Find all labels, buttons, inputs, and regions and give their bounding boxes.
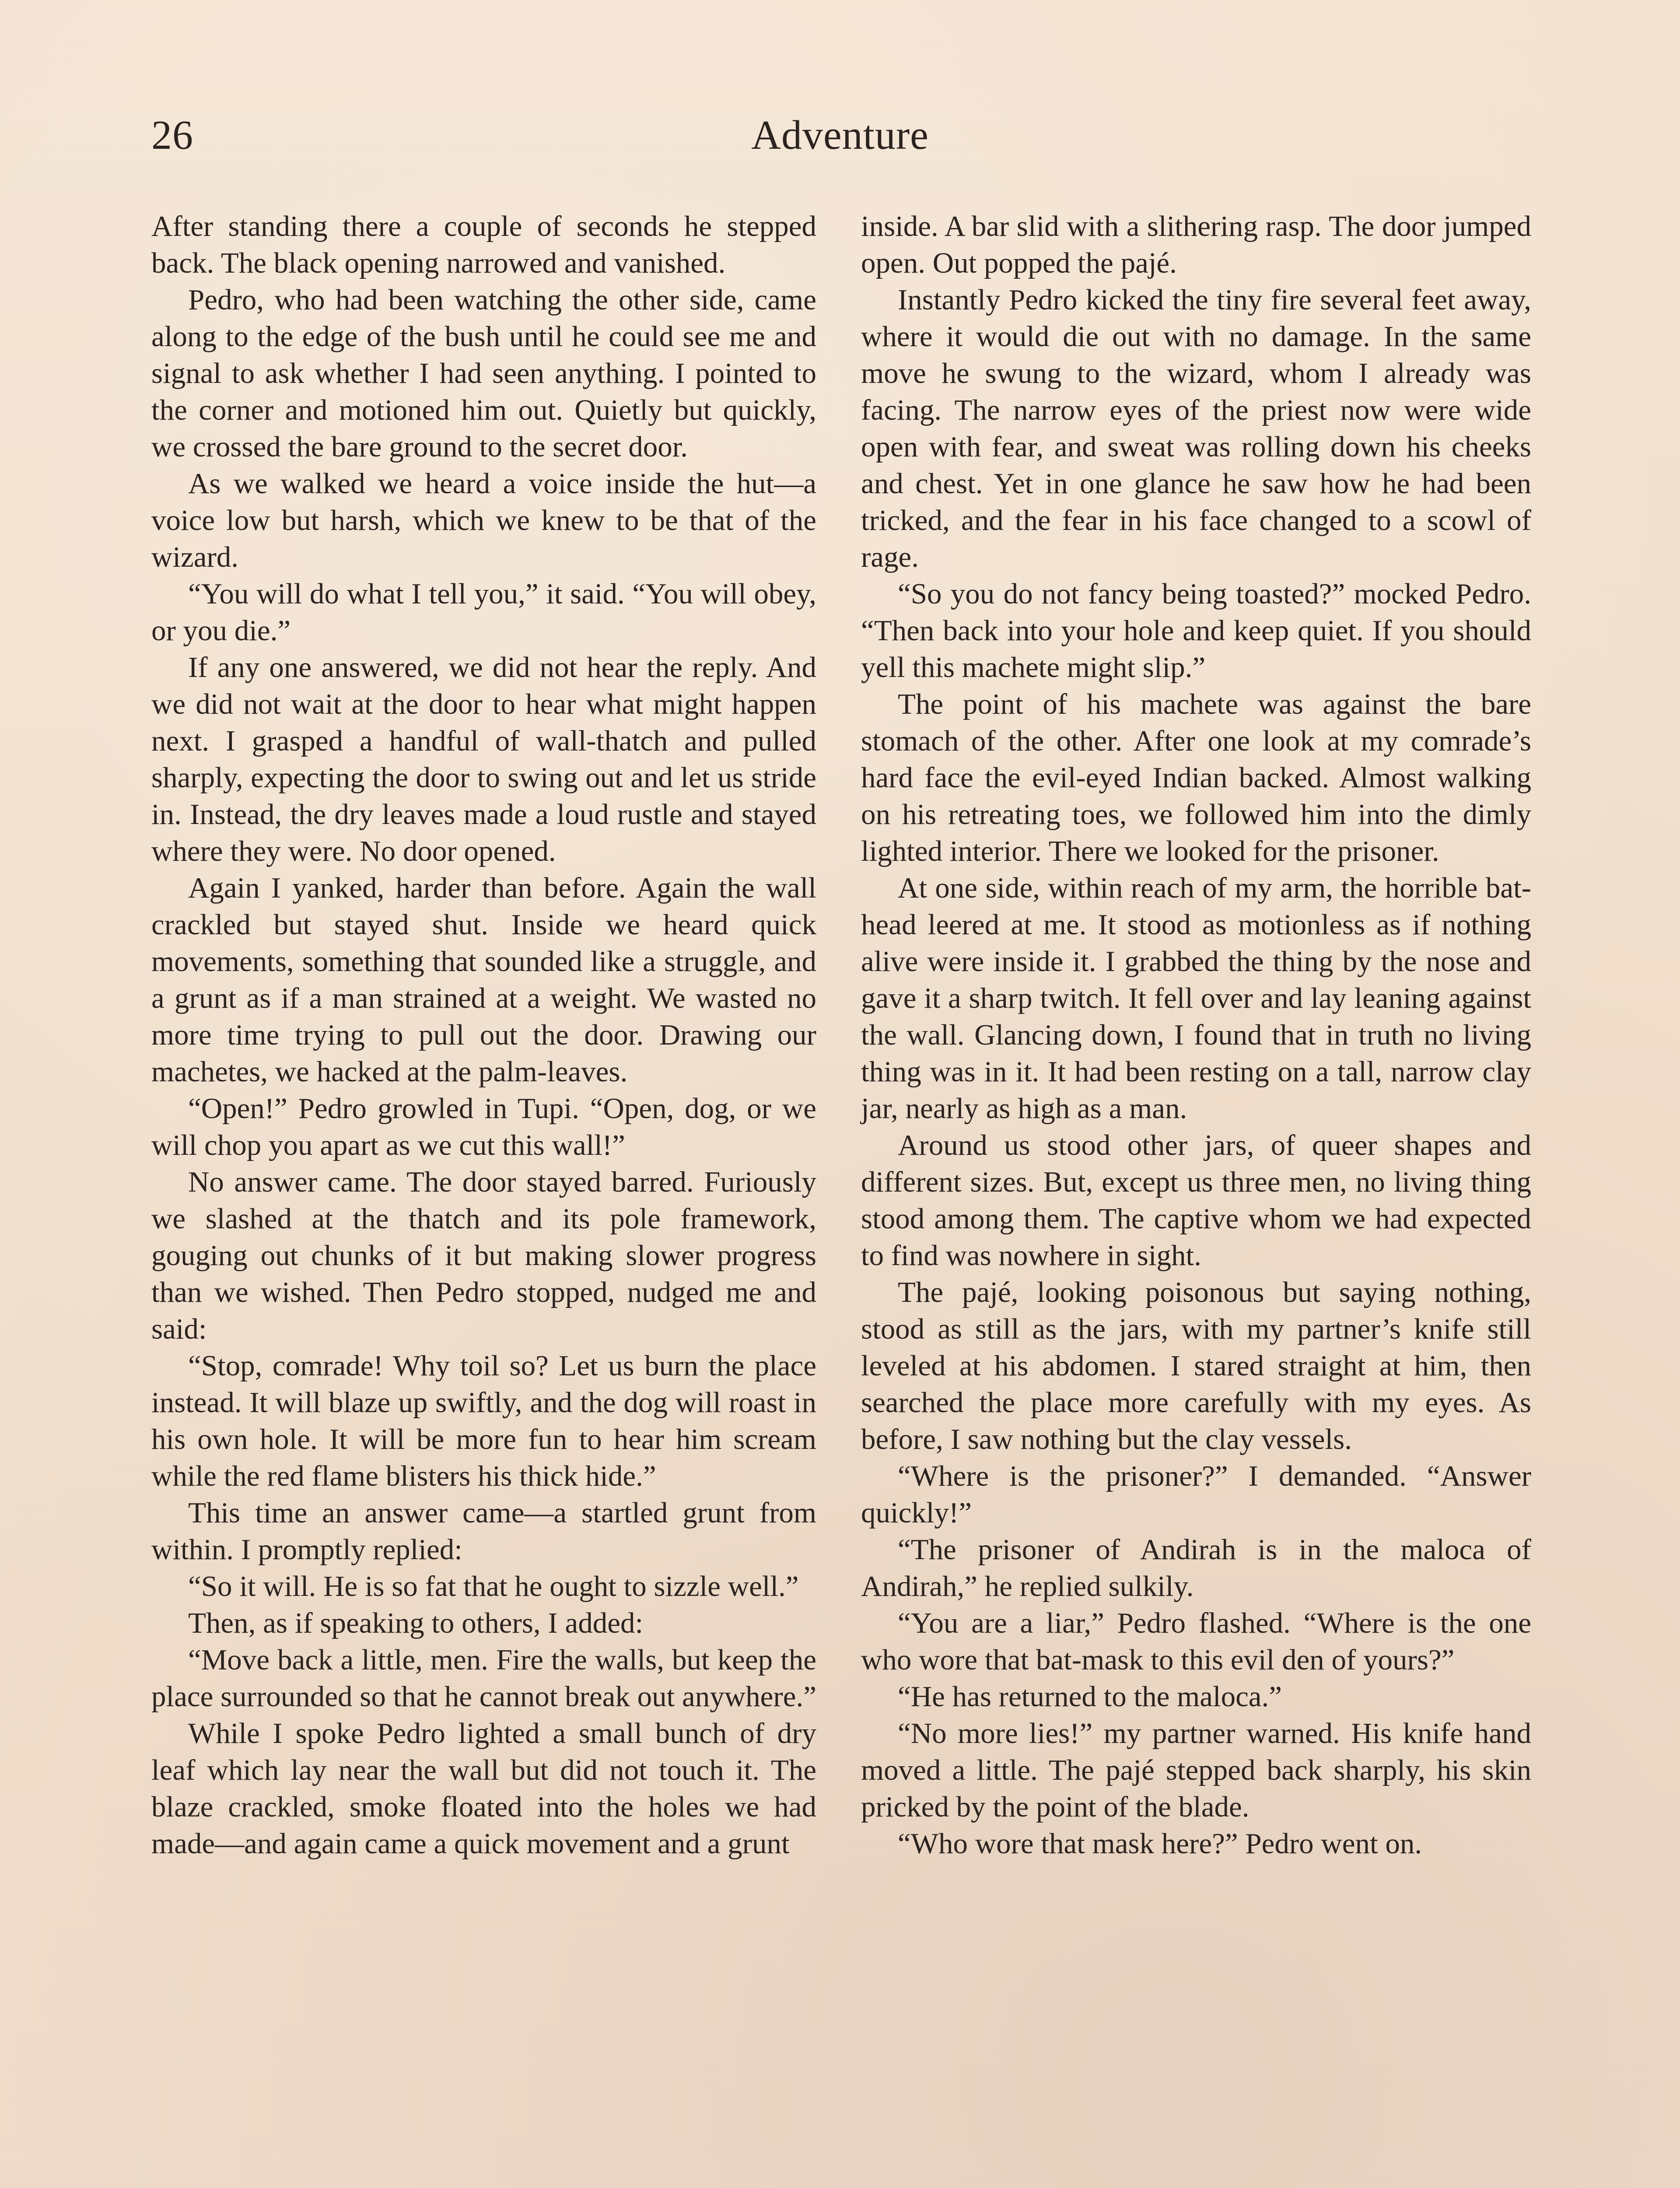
left-paragraph-11: “So it will. He is so fat that he ought to sizzle well.” <box>188 1570 799 1602</box>
right-paragraph-2: Instantly Pedro kicked the tiny fire several feet away, where it would die out with no damage. In the same move he swung to the wizard, whom I already was facing. The narrow eyes of the priest now were wide open with fear, and sweat was rolling down his cheeks and chest. Yet in one glance he saw how he had been tricked, and the fear in his face changed to a scowl of rage. <box>861 284 1531 573</box>
page-header <box>0 112 1680 176</box>
right-paragraph-10: “You are a liar,” Pedro flashed. “Where is the one who wore that bat-mask to this evil den of yours?” <box>861 1607 1531 1676</box>
left-paragraph-13: “Move back a little, men. Fire the walls, but keep the place surrounded so that he cannot break out anywhere.” <box>151 1644 816 1713</box>
right-paragraph-3: “So you do not fancy being toasted?” mocked Pedro. “Then back into your hole and keep quiet. If you should yell this machete might slip.” <box>861 578 1531 684</box>
left-paragraph-2: Pedro, who had been watching the other side, came along to the edge of the bush until he could see me and signal to ask whether I had seen anything. I pointed to the corner and motioned him out. Quietly but quickly, we crossed the bare ground to the secret door. <box>151 284 816 463</box>
left-paragraph-7: “Open!” Pedro growled in Tupi. “Open, dog, or we will chop you apart as we cut this wall!” <box>151 1092 816 1161</box>
right-paragraph-13: “Who wore that mask here?” Pedro went on. <box>898 1827 1422 1860</box>
left-paragraph-3: As we walked we heard a voice inside the hut—a voice low but harsh, which we knew to be that of the wizard. <box>151 467 816 573</box>
left-paragraph-12: Then, as if speaking to others, I added: <box>188 1607 644 1639</box>
right-paragraph-4: The point of his machete was against the bare stomach of the other. After one look at my comrade’s hard face the evil-eyed Indian backed. Almost walking on his retreating toes, we followed him into the dimly lighted interior. There we looked for the prisoner. <box>861 688 1531 867</box>
left-paragraph-9: “Stop, comrade! Why toil so? Let us burn the place instead. It will blaze up swiftly, and the dog will roast in his own hole. It will be more fun to hear him scream while the red flame blisters his thick hide.” <box>151 1350 816 1492</box>
running-title: Adventure <box>751 112 929 158</box>
left-text-column <box>151 208 816 1862</box>
right-paragraph-7: The pajé, looking poisonous but saying nothing, stood as still as the jars, with my partner’s knife still leveled at his abdomen. I stared straight at him, then searched the place more carefully with my eyes. As before, I saw nothing but the clay vessels. <box>861 1276 1531 1455</box>
left-paragraph-5: If any one answered, we did not hear the reply. And we did not wait at the door to hear what might happen next. I grasped a handful of wall-thatch and pulled sharply, expecting the door to swing out and let us stride in. Instead, the dry leaves made a loud rustle and stayed where they were. No door opened. <box>151 651 816 867</box>
right-paragraph-1: inside. A bar slid with a slithering rasp. The door jumped open. Out popped the pajé. <box>861 210 1531 279</box>
left-paragraph-14: While I spoke Pedro lighted a small bunch of dry leaf which lay near the wall but did not touch it. The blaze crackled, smoke floated into the holes we had made—and again came a quick movement and a grunt <box>151 1717 816 1860</box>
right-paragraph-8: “Where is the prisoner?” I demanded. “Answer quickly!” <box>861 1460 1531 1529</box>
left-paragraph-6: Again I yanked, harder than before. Again the wall crackled but stayed shut. Inside we heard quick movements, something that sounded like a struggle, and a grunt as if a man strained at a weight. We wasted no more time trying to pull out the door. Drawing our machetes, we hacked at the palm-leaves. <box>151 872 816 1088</box>
left-paragraph-10: This time an answer came—a startled grunt from within. I promptly replied: <box>151 1497 816 1566</box>
left-paragraph-1: After standing there a couple of seconds he stepped back. The black opening narrowed and vanished. <box>151 210 816 279</box>
right-paragraph-11: “He has returned to the maloca.” <box>898 1680 1282 1713</box>
right-paragraph-9: “The prisoner of Andirah is in the maloca of Andirah,” he replied sulkily. <box>861 1533 1531 1602</box>
right-text-column <box>861 208 1531 1862</box>
page-number: 26 <box>151 112 193 158</box>
right-paragraph-12: “No more lies!” my partner warned. His knife hand moved a little. The pajé stepped back sharply, his skin pricked by the point of the blade. <box>861 1717 1531 1823</box>
right-paragraph-5: At one side, within reach of my arm, the horrible bat-head leered at me. It stood as motionless as if nothing alive were inside it. I grabbed the thing by the nose and gave it a sharp twitch. It fell over and lay leaning against the wall. Glancing down, I found that in truth no living thing was in it. It had been resting on a tall, narrow clay jar, nearly as high as a man. <box>861 872 1531 1125</box>
left-paragraph-4: “You will do what I tell you,” it said. “You will obey, or you die.” <box>151 578 816 647</box>
left-paragraph-8: No answer came. The door stayed barred. Furiously we slashed at the thatch and its pole framework, gouging out chunks of it but making slower progress than we wished. Then Pedro stopped, nudged me and said: <box>151 1166 816 1345</box>
right-paragraph-6: Around us stood other jars, of queer shapes and different sizes. But, except us three men, no living thing stood among them. The captive whom we had expected to find was nowhere in sight. <box>861 1129 1531 1272</box>
